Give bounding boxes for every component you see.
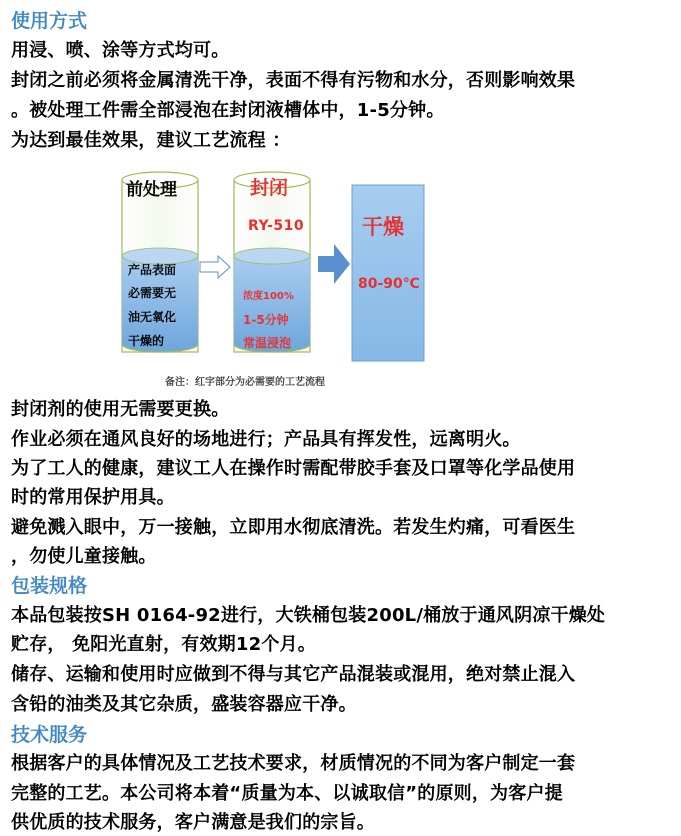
packaging-line: 储存、运输和使用时应做到不得与其它产品混装或混用，绝对禁止混入 xyxy=(11,664,576,685)
sealing-line: 浓度100% xyxy=(243,291,294,302)
arrow-1-icon xyxy=(200,256,230,278)
drying-temperature: 80-90℃ xyxy=(358,276,420,292)
packaging-line: 本品包装按SH 0164-92进行，大铁桶包装200L/桶放于通风阴凉干燥处 xyxy=(11,605,606,626)
pretreatment-line: 油无氧化 xyxy=(128,310,177,324)
safety-line: 为了工人的健康，建议工人在操作时需配带胶手套及口罩等化学品使用 xyxy=(11,458,576,479)
pretreatment-line: 产品表面 xyxy=(128,263,177,277)
sealing-line: 常温浸泡 xyxy=(243,336,292,350)
service-line: 供优质的技术服务，客户满意是我们的宗旨。 xyxy=(11,812,375,833)
diagram-note: 备注：红字部分为必需要的工艺流程 xyxy=(165,377,325,388)
pretreatment-title: 前处理 xyxy=(126,180,177,200)
service-line: 根据客户的具体情况及工艺技术要求，材质情况的不同为客户制定一套 xyxy=(11,753,576,774)
usage-line: 封闭之前必须将金属清洗干净，表面不得有污物和水分，否则影响效果 xyxy=(11,70,576,91)
packaging-heading: 包装规格 xyxy=(11,575,88,597)
safety-line: 避免溅入眼中，万一接触，立即用水彻底清洗。若发生灼痛，可看医生 xyxy=(11,517,576,538)
drying-title: 干燥 xyxy=(362,215,404,239)
safety-line: ，勿使儿童接触。 xyxy=(11,546,157,567)
packaging-line: 含铅的油类及其它杂质，盛装容器应干净。 xyxy=(11,694,357,715)
service-heading: 技术服务 xyxy=(11,724,88,746)
pretreatment-line: 干燥的 xyxy=(128,334,165,348)
usage-heading: 使用方式 xyxy=(11,10,88,32)
sealing-title: 封闭 xyxy=(250,177,289,199)
sealing-line: 1-5分钟 xyxy=(243,313,289,327)
arrow-2-icon xyxy=(318,244,350,284)
safety-line: 封闭剂的使用无需要更换。 xyxy=(11,399,230,420)
pretreatment-line: 必需要无 xyxy=(128,286,177,300)
safety-line: 作业必须在通风良好的场地进行；产品具有挥发性，远离明火。 xyxy=(11,429,521,450)
product-code: RY-510 xyxy=(248,218,305,234)
usage-line: 。被处理工件需全部浸泡在封闭液槽体中，1-5分钟。 xyxy=(11,100,445,121)
usage-line: 为达到最佳效果，建议工艺流程 ： xyxy=(11,130,291,151)
process-diagram xyxy=(110,170,450,390)
service-line: 完整的工艺。本公司将本着“质量为本、以诚取信”的原则，为客户提 xyxy=(11,783,563,804)
usage-line: 用浸、喷、涂等方式均可。 xyxy=(11,40,230,61)
packaging-line: 贮存， 免阳光直射，有效期12个月。 xyxy=(11,634,316,655)
safety-line: 时的常用保护用具。 xyxy=(11,487,175,508)
